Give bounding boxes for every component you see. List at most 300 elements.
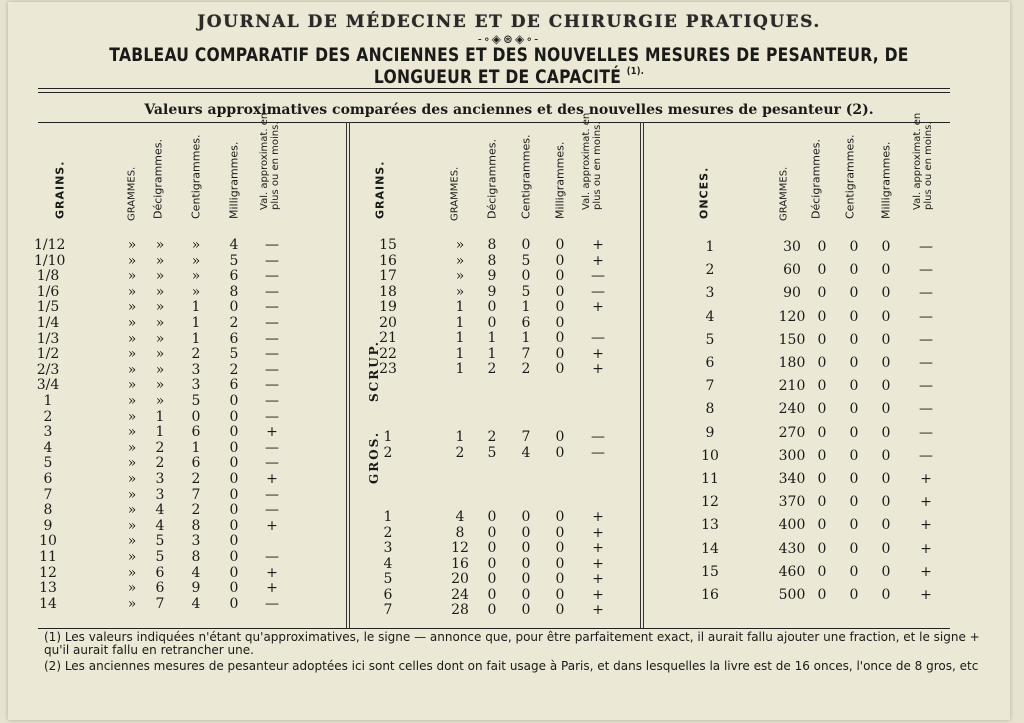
left_rows-cell: 11 (39, 549, 57, 565)
right_rows-cell: 240 (778, 401, 806, 418)
left_rows-cell: — (265, 315, 279, 331)
mid_grains_rows-cell: 0 (555, 283, 565, 300)
right_rows-cell: 0 (849, 285, 859, 302)
left_rows-cell: — (265, 408, 279, 425)
right_rows-cell: 0 (849, 262, 859, 279)
mid_gros_rows-cell: + (592, 540, 604, 556)
mid_grains_rows-cell: 5 (521, 283, 531, 300)
left_rows-cell: — (265, 237, 279, 253)
right_rows-cell: 4 (705, 308, 715, 325)
mid_grains_rows-cell: 0 (521, 237, 531, 253)
left_rows-cell: 1/3 (36, 330, 60, 347)
left_rows-cell: 0 (229, 564, 239, 581)
mid_grains_rows-cell: 1 (487, 345, 497, 362)
mid_gros_rows-cell: 28 (451, 602, 469, 618)
left_rows-cell: 1/8 (36, 268, 60, 285)
left_rows-cell: » (127, 549, 137, 565)
left_rows-cell: » (191, 283, 201, 300)
mid_gros_rows-cell: 0 (555, 509, 565, 525)
right_rows-cell: 0 (817, 494, 827, 511)
right_rows-cell: 0 (817, 401, 827, 418)
left_rows-cell: 0 (229, 595, 239, 612)
mid_grains_rows-cell: 21 (379, 330, 397, 346)
right_rows-cell: — (919, 285, 933, 302)
mid_grains_rows-cell: 15 (379, 237, 397, 253)
left_rows-cell: 2 (155, 439, 165, 456)
right_rows-cell: 0 (881, 355, 891, 371)
mid_scrup_rows-cell: 2 (455, 444, 465, 461)
mid_grains_rows-cell: 2 (521, 361, 531, 377)
mid_grains_rows-cell: 23 (379, 361, 397, 377)
left_rows-cell: 6 (191, 455, 201, 472)
mid_grains_rows-cell: + (592, 299, 604, 315)
right_rows-cell: 210 (778, 378, 806, 395)
title-text: TABLEAU COMPARATIF DES ANCIENNES ET DES NOUVELLES MESURES DE PESANTEUR, DE LONGUEUR ET DE CAPACITÉ (109, 44, 909, 88)
right_rows-cell: 16 (701, 587, 719, 603)
mid-header-2: Décigrammes. (485, 138, 499, 219)
right_rows-cell: + (920, 494, 932, 511)
mid_gros_rows-cell: 7 (383, 602, 393, 618)
mid_gros_rows-cell: 1 (383, 509, 393, 525)
left_rows-cell: — (265, 439, 279, 456)
right_rows-cell: 500 (778, 587, 806, 603)
title-note: (1). (626, 66, 645, 77)
right_rows-cell: 0 (849, 471, 859, 487)
left_rows-cell: 6 (229, 330, 239, 347)
mid-header-1: GRAMMES. (449, 166, 461, 221)
right_rows-cell: 460 (778, 563, 806, 580)
rule-top-1 (38, 88, 950, 89)
right_rows-cell: 0 (881, 494, 891, 511)
mid_grains_rows-cell: + (592, 361, 604, 377)
mid_gros_rows-cell: 0 (487, 509, 497, 525)
mid_gros_rows-cell: + (592, 524, 604, 541)
left_rows-cell: + (266, 517, 278, 534)
left_rows-cell: 8 (191, 517, 201, 534)
right_rows-cell: 370 (778, 494, 806, 511)
left_rows-cell: 6 (43, 471, 53, 487)
mid_grains_rows-cell: 0 (555, 345, 565, 362)
left_rows-cell: 7 (155, 595, 165, 612)
mid_grains_rows-cell: 17 (379, 268, 397, 284)
left_rows-cell: — (265, 283, 279, 300)
left_rows-cell: 4 (229, 237, 239, 253)
left_rows-cell: » (127, 424, 137, 441)
right_rows-cell: 0 (881, 262, 891, 279)
left_rows-cell: 1 (155, 424, 165, 441)
mid_gros_rows-cell: 0 (555, 540, 565, 556)
left_rows-cell: 4 (155, 502, 165, 519)
left_rows-cell: 5 (43, 455, 53, 472)
left_rows-cell: 2 (155, 455, 165, 472)
left_rows-cell: 5 (229, 346, 239, 363)
mid_grains_rows-cell: 9 (487, 268, 497, 284)
mid_grains_rows-cell: 8 (487, 252, 497, 269)
mid_grains_rows-cell: 9 (487, 283, 497, 300)
left_rows-cell: 13 (39, 580, 57, 597)
right_rows-cell: 13 (701, 517, 719, 534)
left_rows-cell: 0 (229, 471, 239, 487)
left_rows-cell: 6 (229, 377, 239, 394)
right_rows-cell: 120 (778, 308, 806, 325)
left_rows-cell: 1/2 (36, 346, 60, 363)
mid_grains_rows-cell: 0 (487, 314, 497, 331)
mid_scrup_rows-cell: 1 (383, 429, 393, 445)
right_rows-cell: 0 (849, 401, 859, 418)
mid_gros_rows-cell: 6 (383, 586, 393, 603)
mid_gros_rows-cell: 0 (487, 524, 497, 541)
footnote-1a: (1) Les valeurs indiquées n'étant qu'approximatives, le signe — annonce que, pour être parfaitement exact, il aurait fallu ajouter une fraction, et le signe + (44, 630, 980, 644)
left_rows-cell: » (191, 237, 201, 253)
left_rows-cell: 7 (191, 486, 201, 503)
mid_gros_rows-cell: 0 (555, 571, 565, 587)
left_rows-cell: » (127, 564, 137, 581)
left_rows-cell: + (266, 580, 278, 597)
mid_grains_rows-cell: » (455, 268, 465, 284)
mid_gros_rows-cell: 4 (383, 555, 393, 572)
mid_gros_rows-cell: 0 (521, 602, 531, 618)
right_rows-cell: 0 (849, 378, 859, 395)
left_rows-cell: — (265, 361, 279, 378)
mid_gros_rows-cell: 0 (555, 602, 565, 618)
left_rows-cell: 1 (191, 315, 201, 331)
mid_grains_rows-cell: — (591, 330, 605, 346)
mid_grains_rows-cell: — (591, 268, 605, 284)
right_rows-cell: 8 (705, 401, 715, 418)
mid_grains_rows-cell: 20 (379, 314, 397, 331)
left_rows-cell: 1/6 (36, 283, 60, 300)
left_rows-cell: 6 (155, 564, 165, 581)
left_rows-cell: 4 (155, 517, 165, 534)
left_rows-cell: — (265, 393, 279, 409)
mid_grains_rows-cell: 0 (521, 268, 531, 284)
mid_grains_rows-cell: 0 (555, 330, 565, 346)
left_rows-cell: » (155, 315, 165, 331)
right-header-3: Centigrammes. (843, 134, 857, 219)
left_rows-cell: + (266, 471, 278, 487)
journal-header: JOURNAL DE MÉDECINE ET DE CHIRURGIE PRATIQUES. (197, 12, 821, 32)
right_rows-cell: 0 (817, 587, 827, 603)
mid_gros_rows-cell: 0 (521, 571, 531, 587)
mid_grains_rows-cell: 7 (521, 345, 531, 362)
right_rows-cell: 0 (849, 239, 859, 255)
column-divider-2 (640, 122, 641, 628)
right_rows-cell: — (919, 424, 933, 441)
left_rows-cell: 0 (229, 580, 239, 597)
right_rows-cell: 6 (705, 355, 715, 371)
left_rows-cell: — (265, 330, 279, 347)
left_rows-cell: 7 (43, 486, 53, 503)
right_rows-cell: 10 (701, 447, 719, 464)
left_rows-cell: 1/12 (34, 237, 66, 253)
right_rows-cell: 12 (701, 494, 719, 511)
mid_grains_rows-cell: 0 (487, 299, 497, 315)
right_rows-cell: 0 (817, 262, 827, 279)
mid_grains_rows-cell: 1 (455, 345, 465, 362)
mid_scrup_rows-cell: 5 (487, 444, 497, 461)
document-page (8, 2, 1010, 720)
right_rows-cell: 0 (849, 540, 859, 557)
right_rows-cell: 1 (705, 239, 715, 255)
right_rows-cell: 0 (881, 563, 891, 580)
left_rows-cell: 0 (229, 549, 239, 565)
right_rows-cell: 7 (705, 378, 715, 395)
right_rows-cell: 0 (817, 308, 827, 325)
right_rows-cell: 0 (881, 424, 891, 441)
right_rows-cell: 0 (817, 378, 827, 395)
mid_grains_rows-cell: 0 (555, 299, 565, 315)
left_rows-cell: 9 (191, 580, 201, 597)
right_rows-cell: 0 (849, 563, 859, 580)
right_rows-cell: 0 (881, 239, 891, 255)
right_rows-cell: — (919, 331, 933, 348)
left_rows-cell: 8 (43, 502, 53, 519)
left_rows-cell: 1/5 (36, 299, 60, 316)
left_rows-cell: » (127, 517, 137, 534)
right_rows-cell: — (919, 355, 933, 371)
mid_gros_rows-cell: 5 (383, 571, 393, 587)
mid_grains_rows-cell: 5 (521, 252, 531, 269)
right_rows-cell: 0 (849, 587, 859, 603)
left_rows-cell: 0 (229, 299, 239, 316)
right_rows-cell: 90 (783, 285, 801, 302)
right_rows-cell: 30 (783, 239, 801, 255)
left_rows-cell: » (127, 252, 137, 269)
right_rows-cell: 0 (881, 447, 891, 464)
mid_gros_rows-cell: 12 (451, 540, 469, 556)
right_rows-cell: — (919, 262, 933, 279)
left_rows-cell: 2 (191, 502, 201, 519)
left_rows-cell: 14 (39, 595, 57, 612)
right_rows-cell: — (919, 401, 933, 418)
left_rows-cell: 4 (191, 564, 201, 581)
right_rows-cell: 5 (705, 331, 715, 348)
mid_grains_rows-cell: 0 (555, 237, 565, 253)
right_rows-cell: 150 (778, 331, 806, 348)
left_rows-cell: 1/10 (34, 252, 66, 269)
right_rows-cell: 0 (817, 331, 827, 348)
left_rows-cell: 3 (155, 471, 165, 487)
left_rows-cell: » (155, 346, 165, 363)
mid_gros_rows-cell: 0 (487, 540, 497, 556)
mid_grains_rows-cell: 1 (455, 314, 465, 331)
mid_grains_rows-cell: 1 (455, 361, 465, 377)
left_rows-cell: — (265, 595, 279, 612)
mid_scrup_rows-cell: — (591, 444, 605, 461)
left_rows-cell: » (155, 252, 165, 269)
mid_grains_rows-cell: 1 (521, 330, 531, 346)
left_rows-cell: 4 (43, 439, 53, 456)
left_rows-cell: 1/4 (36, 315, 60, 331)
right_rows-cell: 0 (817, 239, 827, 255)
left_rows-cell: — (265, 346, 279, 363)
mid_grains_rows-cell: 1 (455, 330, 465, 346)
mid_gros_rows-cell: 0 (487, 571, 497, 587)
mid_grains_rows-cell: 1 (455, 299, 465, 315)
left_rows-cell: — (265, 377, 279, 394)
mid_grains_rows-cell: » (455, 252, 465, 269)
left_rows-cell: 3 (155, 486, 165, 503)
left_rows-cell: — (265, 549, 279, 565)
left_rows-cell: 2 (191, 346, 201, 363)
mid_grains_rows-cell: » (455, 283, 465, 300)
mid_grains_rows-cell: 2 (487, 361, 497, 377)
mid_scrup_rows-cell: 0 (555, 429, 565, 445)
mid-header-0: GRAINS. (373, 160, 387, 219)
left_rows-cell: » (191, 252, 201, 269)
right_rows-cell: 0 (817, 447, 827, 464)
right_rows-cell: 0 (881, 308, 891, 325)
left_rows-cell: 3 (191, 361, 201, 378)
left_rows-cell: » (127, 408, 137, 425)
right-header-4: Milligrammes. (879, 141, 893, 219)
right-header-1: GRAMMES. (778, 166, 790, 221)
left_rows-cell: » (127, 502, 137, 519)
left_rows-cell: 0 (229, 439, 239, 456)
column-divider-1 (346, 122, 347, 628)
left_rows-cell: 1 (43, 393, 53, 409)
rule-bottom (38, 628, 950, 629)
mid_gros_rows-cell: 0 (521, 586, 531, 603)
right_rows-cell: 0 (881, 378, 891, 395)
mid_grains_rows-cell: 8 (487, 237, 497, 253)
mid_scrup_rows-cell: 4 (521, 444, 531, 461)
left_rows-cell: » (155, 283, 165, 300)
left_rows-cell: 3 (43, 424, 53, 441)
right_rows-cell: 2 (705, 262, 715, 279)
right_rows-cell: 60 (783, 262, 801, 279)
mid_grains_rows-cell: 0 (555, 268, 565, 284)
left_rows-cell: » (155, 299, 165, 316)
left_rows-cell: 6 (155, 580, 165, 597)
mid_grains_rows-cell: 0 (555, 252, 565, 269)
left_rows-cell: 0 (229, 486, 239, 503)
left_rows-cell: 10 (39, 533, 57, 550)
mid_gros_rows-cell: + (592, 555, 604, 572)
right_rows-cell: 0 (881, 540, 891, 557)
mid_gros_rows-cell: 8 (455, 524, 465, 541)
right_rows-cell: 0 (817, 355, 827, 371)
mid_scrup_rows-cell: 2 (487, 429, 497, 445)
left_rows-cell: 0 (229, 517, 239, 534)
mid_grains_rows-cell: 22 (379, 345, 397, 362)
right_rows-cell: 15 (701, 563, 719, 580)
left_rows-cell: » (127, 283, 137, 300)
right_rows-cell: 0 (881, 331, 891, 348)
right_rows-cell: + (920, 540, 932, 557)
left_rows-cell: — (265, 252, 279, 269)
left-header-2: Décigrammes. (151, 138, 165, 219)
right_rows-cell: 0 (881, 471, 891, 487)
left_rows-cell: » (127, 455, 137, 472)
left_rows-cell: 0 (191, 408, 201, 425)
scrup-label: SCRUP. (367, 340, 381, 402)
left_rows-cell: 0 (229, 533, 239, 550)
left_rows-cell: » (127, 595, 137, 612)
left_rows-cell: — (265, 299, 279, 316)
rule-top-2 (38, 92, 950, 93)
mid_grains_rows-cell: + (592, 345, 604, 362)
mid_gros_rows-cell: 0 (487, 555, 497, 572)
left_rows-cell: » (127, 237, 137, 253)
footnote-1b: qu'il aurait fallu en retrancher une. (44, 643, 254, 657)
right_rows-cell: 0 (817, 424, 827, 441)
right_rows-cell: 0 (881, 587, 891, 603)
mid_gros_rows-cell: 4 (455, 509, 465, 525)
mid_gros_rows-cell: 0 (487, 586, 497, 603)
mid_grains_rows-cell: + (592, 252, 604, 269)
left_rows-cell: 2 (191, 471, 201, 487)
mid_gros_rows-cell: + (592, 571, 604, 587)
left_rows-cell: 2/3 (36, 361, 60, 378)
mid_gros_rows-cell: 16 (451, 555, 469, 572)
right_rows-cell: — (919, 239, 933, 255)
left_rows-cell: 3 (191, 533, 201, 550)
mid_gros_rows-cell: + (592, 602, 604, 618)
left_rows-cell: 5 (191, 393, 201, 409)
right_rows-cell: 0 (817, 471, 827, 487)
left_rows-cell: » (155, 237, 165, 253)
left_rows-cell: » (155, 268, 165, 285)
left_rows-cell: » (127, 533, 137, 550)
column-divider-2b (643, 122, 644, 628)
right_rows-cell: 0 (881, 517, 891, 534)
left_rows-cell: 6 (229, 268, 239, 285)
mid_gros_rows-cell: 0 (521, 509, 531, 525)
mid_gros_rows-cell: + (592, 509, 604, 525)
left-header-3: Centigrammes. (189, 134, 203, 219)
mid_gros_rows-cell: 3 (383, 540, 393, 556)
left-header-0: GRAINS. (53, 160, 67, 219)
left_rows-cell: 5 (155, 549, 165, 565)
mid_gros_rows-cell: 0 (487, 602, 497, 618)
left_rows-cell: 2 (229, 361, 239, 378)
mid_scrup_rows-cell: 7 (521, 429, 531, 445)
mid_grains_rows-cell: 19 (379, 299, 397, 315)
mid_grains_rows-cell: 0 (555, 361, 565, 377)
left_rows-cell: 0 (229, 424, 239, 441)
left_rows-cell: 0 (229, 502, 239, 519)
right_rows-cell: 340 (778, 471, 806, 487)
left_rows-cell: 12 (39, 564, 57, 581)
left_rows-cell: » (127, 439, 137, 456)
gros-label: GROS. (367, 430, 381, 484)
right_rows-cell: 0 (849, 355, 859, 371)
left_rows-cell: » (155, 377, 165, 394)
mid_gros_rows-cell: 20 (451, 571, 469, 587)
mid_gros_rows-cell: 0 (521, 540, 531, 556)
mid_grains_rows-cell: + (592, 237, 604, 253)
right_rows-cell: 300 (778, 447, 806, 464)
mid_scrup_rows-cell: — (591, 429, 605, 445)
mid_gros_rows-cell: 0 (521, 555, 531, 572)
left_rows-cell: » (191, 268, 201, 285)
right_rows-cell: 0 (849, 517, 859, 534)
mid_scrup_rows-cell: 1 (455, 429, 465, 445)
left_rows-cell: — (265, 268, 279, 285)
right_rows-cell: — (919, 378, 933, 395)
mid-header-3: Centigrammes. (519, 134, 533, 219)
right_rows-cell: 0 (881, 285, 891, 302)
left_rows-cell: 2 (43, 408, 53, 425)
right_rows-cell: 400 (778, 517, 806, 534)
right_rows-cell: 9 (705, 424, 715, 441)
mid_scrup_rows-cell: 0 (555, 444, 565, 461)
left_rows-cell: + (266, 564, 278, 581)
left_rows-cell: 0 (229, 408, 239, 425)
left_rows-cell: — (265, 455, 279, 472)
right_rows-cell: 11 (701, 471, 719, 487)
